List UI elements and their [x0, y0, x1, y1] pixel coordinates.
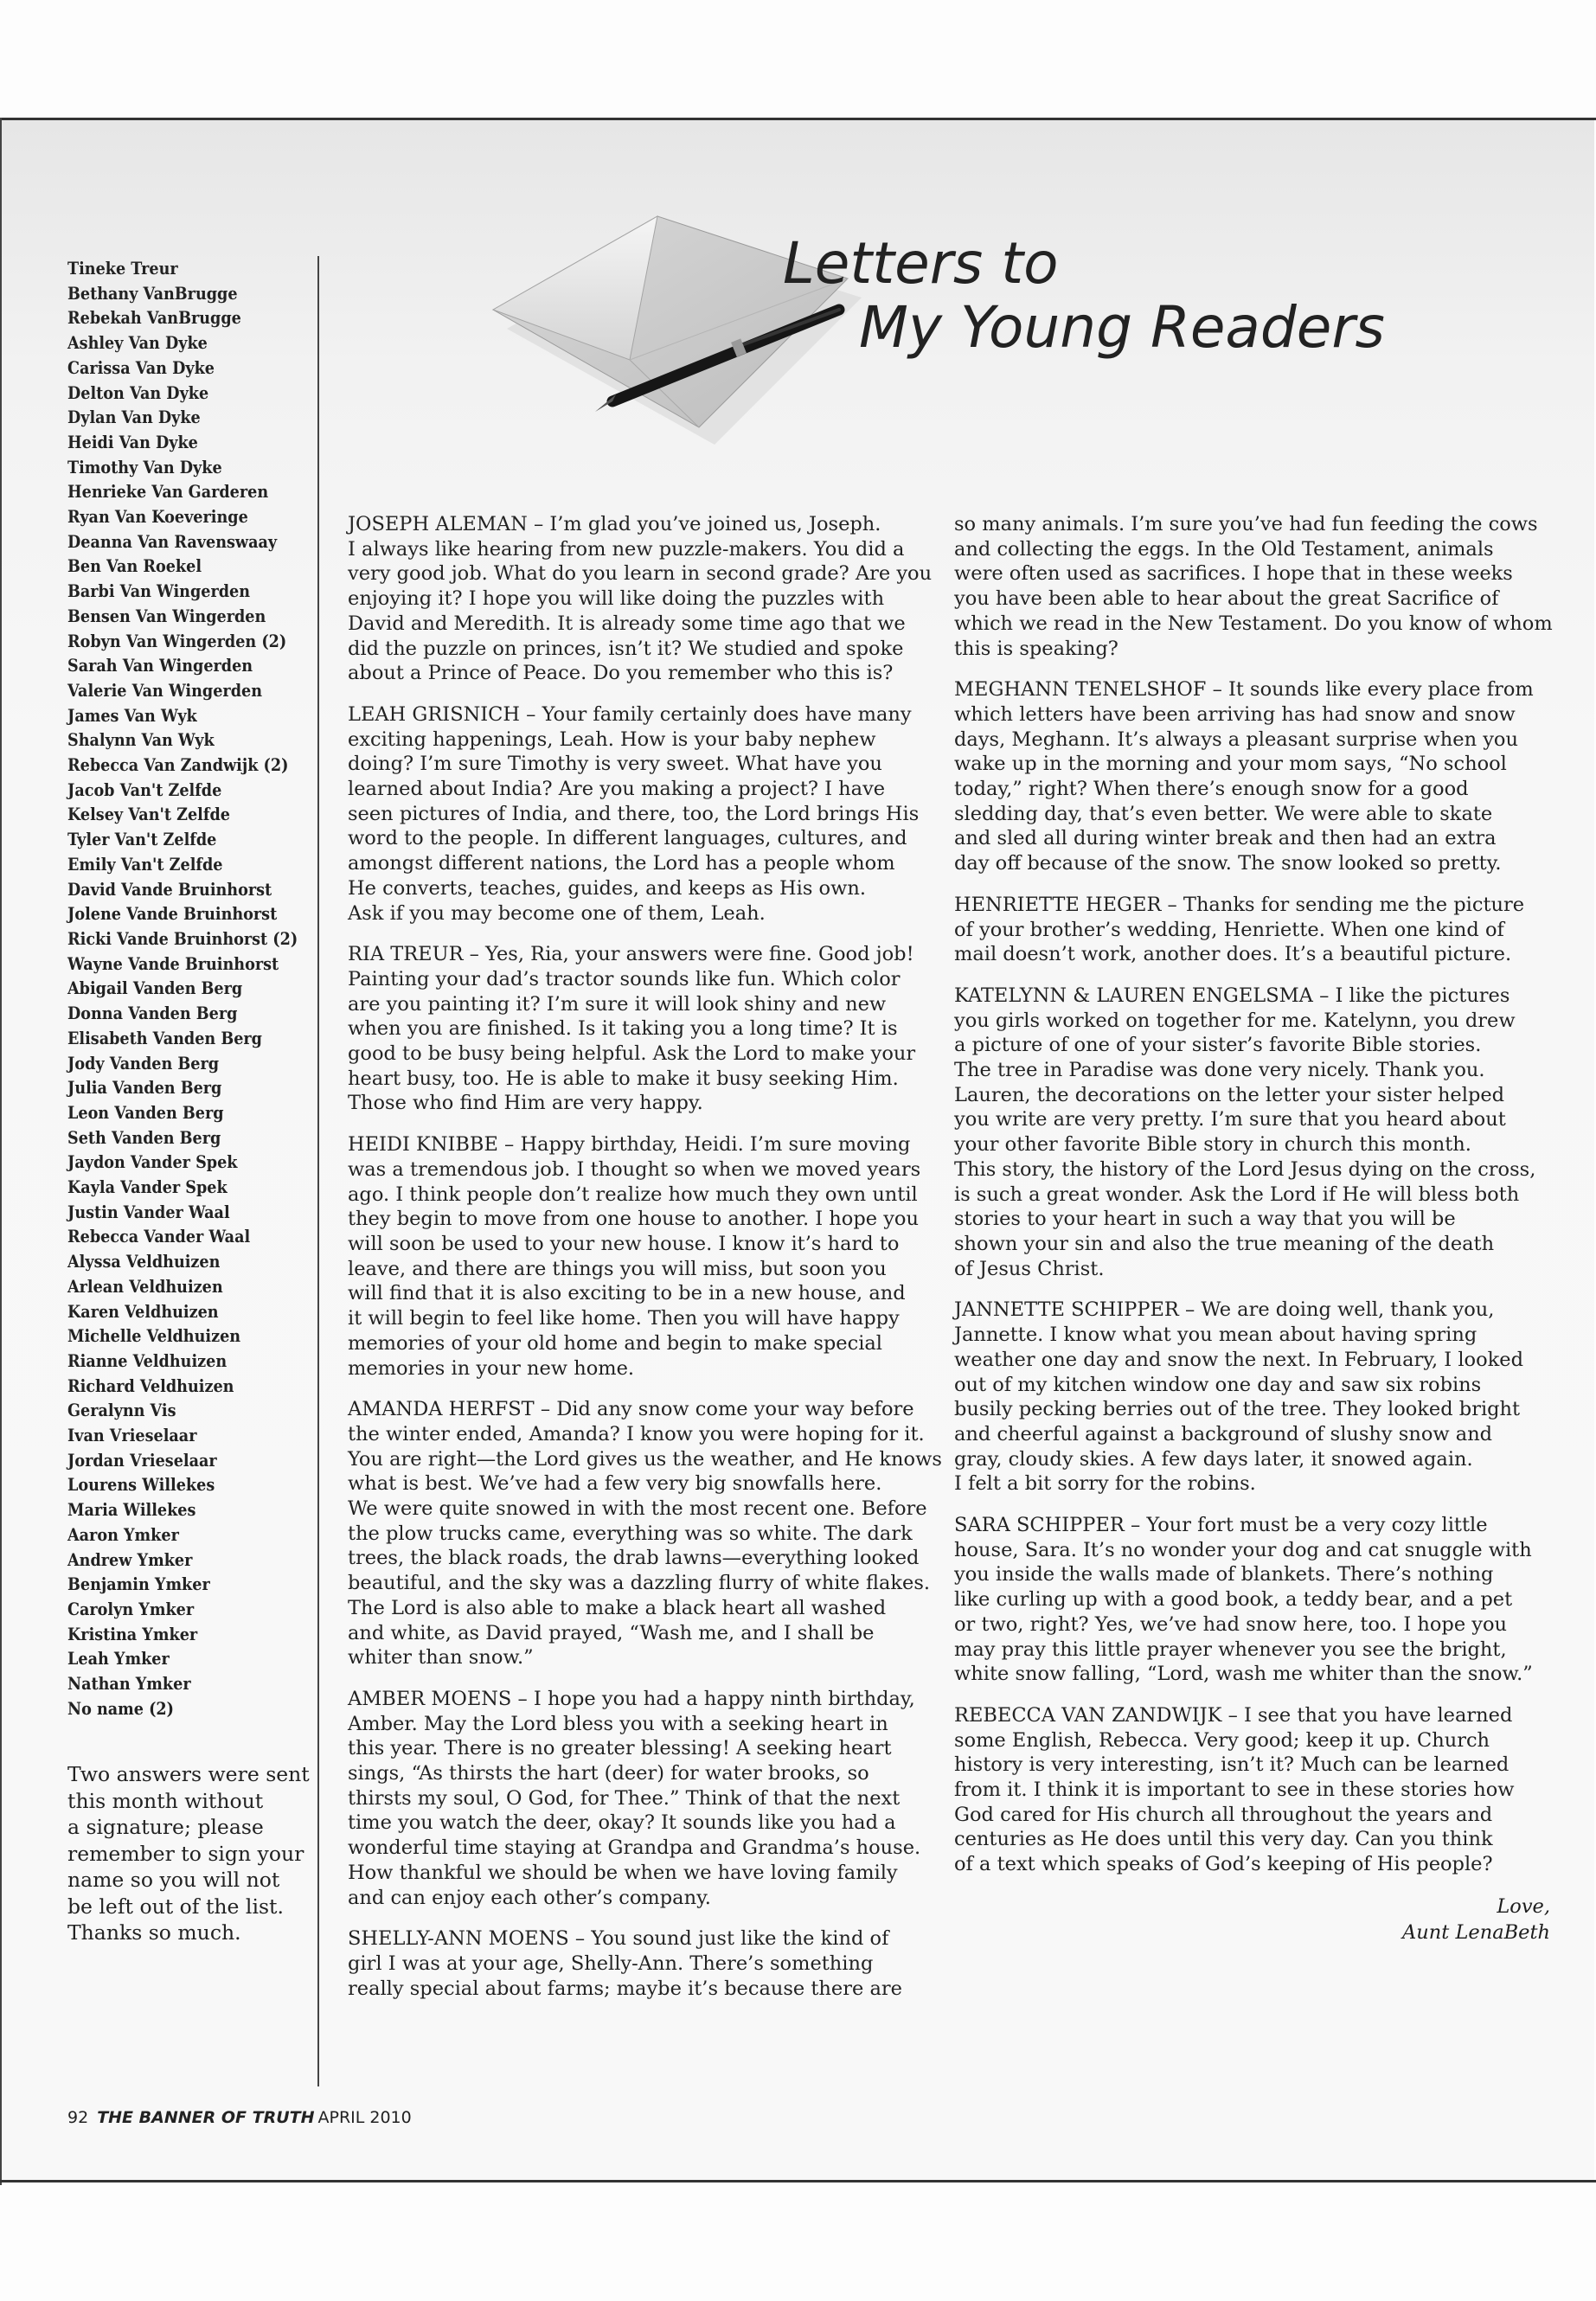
letter-reply — [348, 1687, 929, 1910]
letter-line: whiter than snow.” — [348, 1646, 534, 1670]
page-footer — [67, 2108, 412, 2127]
contributor-name: Ryan Van Koeveringe — [67, 506, 248, 528]
letter-line: did the puzzle on princes, isn’t it? We studied and spoke — [348, 637, 904, 660]
contributor-name: Timothy Van Dyke — [67, 456, 222, 478]
letter-line: the plow trucks came, everything was so white. The dark — [348, 1522, 913, 1545]
letter-line: memories of your old home and begin to make special — [348, 1331, 883, 1355]
contributor-name: Ashley Van Dyke — [67, 332, 208, 354]
envelope-flap — [493, 216, 657, 360]
letter-line: girl I was at your age, Shelly-Ann. There’s something — [348, 1952, 874, 1975]
letter-line: which we read in the New Testament. Do you know of whom — [954, 612, 1553, 635]
letter-line: stories to your heart in such a way that you will be — [954, 1208, 1456, 1231]
contributor-name: Rebecca Van Zandwijk (2) — [67, 754, 289, 776]
letter-line: white snow falling, “Lord, wash me whiter than the snow.” — [954, 1663, 1533, 1686]
letter-line: learned about India? Are you making a project? I have — [348, 778, 886, 801]
letter-reply — [954, 512, 1553, 661]
contributor-name: Carissa Van Dyke — [67, 356, 215, 378]
letter-line: Painting your dad’s tractor sounds like fun. Which color — [348, 967, 901, 990]
letter-line: amongst different nations, the Lord has a people whom — [348, 852, 895, 875]
letter-line: will soon be used to your new house. I know it’s hard to — [348, 1232, 900, 1255]
letter-line: busily pecking berries out of the tree. They looked bright — [954, 1398, 1521, 1421]
letter-line: ago. I think people don’t realize how much they own until — [348, 1183, 918, 1206]
page-number: 92 — [67, 2108, 89, 2127]
letter-line: thirsts my soul, O God, for Thee.” Think of that the next — [348, 1786, 901, 1810]
letter-line: SARA SCHIPPER – Your fort must be a very cozy little — [954, 1514, 1488, 1537]
letter-line: word to the people. In different languages, cultures, and — [348, 827, 907, 850]
letter-line: Amber. May the Lord bless you with a seeking heart in — [348, 1712, 888, 1735]
publication-name: THE BANNER OF TRUTH — [97, 2108, 315, 2127]
contributor-name: Leah Ymker — [67, 1648, 170, 1670]
letter-line: doing? I’m sure Timothy is very sweet. What have you — [348, 753, 882, 776]
letter-line: and sled all during winter break and then had an extra — [954, 827, 1497, 850]
letter-reply — [954, 1298, 1535, 1497]
letter-line: about a Prince of Peace. Do you remember who this is? — [348, 662, 894, 685]
contributor-names-list — [67, 256, 298, 1721]
letter-line: HENRIETTE HEGER – Thanks for sending me the picture — [954, 893, 1525, 916]
letter-line: of your brother’s wedding, Henriette. When one kind of — [954, 918, 1504, 941]
letter-line: wake up in the morning and your mom says, “No school — [954, 753, 1507, 776]
letter-reply — [954, 1513, 1535, 1687]
letter-line: and can enjoy each other’s company. — [348, 1886, 711, 1909]
unsigned-answers-note: Two answers were sent this month without a signature; please remember to sign your name so you will not be left out of the list. Thanks so much. — [67, 1762, 310, 1945]
letter-line: time you watch the deer, okay? It sounds like you had a — [348, 1811, 896, 1835]
letter-reply — [954, 893, 1535, 967]
letter-line: wonderful time staying at Grandpa and Grandma’s house. — [348, 1836, 921, 1860]
contributor-name: Maria Willekes — [67, 1499, 196, 1521]
contributor-name: Ivan Vrieselaar — [67, 1425, 197, 1446]
letter-line: it will begin to feel like home. Then you will have happy — [348, 1307, 900, 1330]
letter-line: enjoying it? I hope you will like doing the puzzles with — [348, 587, 885, 611]
sidebar-divider — [317, 256, 319, 2086]
letter-line: was a tremendous job. I thought so when we moved years — [348, 1157, 921, 1181]
letter-line: sledding day, that’s even better. We were able to skate — [954, 802, 1493, 825]
contributor-name: Leon Vanden Berg — [67, 1101, 224, 1123]
letter-line: AMANDA HERFST – Did any snow come your way before — [348, 1398, 914, 1421]
contributor-name: Benjamin Ymker — [67, 1574, 210, 1595]
letter-line: God cared for His church all throughout the years and — [954, 1803, 1493, 1826]
contributor-name: Lourens Willekes — [67, 1474, 215, 1496]
letter-line: day off because of the snow. The snow looked so pretty. — [954, 852, 1502, 875]
contributor-name: Tyler Van't Zelfde — [67, 829, 217, 850]
signature — [954, 1894, 1550, 1945]
letter-reply — [348, 1926, 929, 2001]
letter-line: exciting happenings, Leah. How is your baby nephew — [348, 727, 876, 751]
contributor-name: Bensen Van Wingerden — [67, 605, 266, 626]
contributor-name: Kayla Vander Spek — [67, 1176, 228, 1198]
letter-line: heart busy, too. He is able to make it busy seeking Him. — [348, 1067, 899, 1090]
letter-line: AMBER MOENS – I hope you had a happy ninth birthday, — [348, 1687, 915, 1710]
letter-line: leave, and there are things you will miss, but soon you — [348, 1257, 887, 1280]
letter-line: really special about farms; maybe it’s because there are — [348, 1977, 902, 2000]
contributor-name: Shalynn Van Wyk — [67, 729, 215, 751]
letter-reply — [954, 677, 1535, 876]
contributor-name: Ben Van Roekel — [67, 555, 202, 577]
letter-line: will find that it is also exciting to be in a new house, and — [348, 1282, 906, 1305]
contributor-name: Wayne Vande Bruinhorst — [67, 952, 279, 974]
letter-line: what is best. We’ve had a few very big snowfalls here. — [348, 1472, 882, 1496]
title-line-1: Letters to — [783, 230, 1059, 297]
letter-line: you write are very pretty. I’m sure that you heard about — [954, 1108, 1506, 1131]
contributor-name: Heidi Van Dyke — [67, 431, 198, 452]
letter-line: out of my kitchen window one day and saw six robins — [954, 1373, 1482, 1396]
letter-line: This story, the history of the Lord Jesus dying on the cross, — [954, 1157, 1536, 1181]
contributor-name: Elisabeth Vanden Berg — [67, 1027, 262, 1048]
contributor-name: Andrew Ymker — [67, 1548, 193, 1570]
letter-line: a picture of one of your sister’s favorite Bible stories. — [954, 1034, 1482, 1057]
letter-line: you girls worked on together for me. Katelynn, you drew — [954, 1009, 1516, 1032]
letter-reply — [954, 984, 1535, 1281]
letter-line: SHELLY-ANN MOENS – You sound just like the kind of — [348, 1927, 889, 1951]
letter-line: you inside the walls made of blankets. There’s nothing — [954, 1563, 1494, 1586]
letter-line: centuries as He does until this very day. Can you think — [954, 1828, 1493, 1851]
letter-line: very good job. What do you learn in second grade? Are you — [348, 562, 933, 586]
letter-line: KATELYNN & LAUREN ENGELSMA – I like the pictures — [954, 984, 1510, 1007]
letter-line: and cheerful against a background of slushy snow and — [954, 1422, 1493, 1445]
letter-line: history is very interesting, isn’t it? Much can be learned — [954, 1753, 1509, 1777]
letter-line: HEIDI KNIBBE – Happy birthday, Heidi. I’m sure moving — [348, 1133, 911, 1157]
contributor-name: Barbi Van Wingerden — [67, 580, 251, 602]
letter-line: of Jesus Christ. — [954, 1257, 1105, 1280]
letter-reply — [348, 1132, 929, 1381]
contributors-sidebar — [67, 256, 318, 1721]
contributor-name: Rebecca Vander Waal — [67, 1226, 251, 1247]
letter-line: your other favorite Bible story in church this month. — [954, 1133, 1471, 1157]
letter-line: you have been able to hear about the great Sacrifice of — [954, 587, 1499, 611]
letter-line: LEAH GRISNICH – Your family certainly does have many — [348, 702, 912, 726]
letter-line: good to be busy being helpful. Ask the Lord to make your — [348, 1042, 916, 1066]
letter-line: or two, right? Yes, we’ve had snow here, too. I hope you — [954, 1612, 1508, 1636]
letter-reply — [348, 512, 933, 686]
letter-line: We were quite snowed in with the most recent one. Before — [348, 1497, 927, 1521]
contributor-name: Sarah Van Wingerden — [67, 655, 253, 676]
contributor-name: Rianne Veldhuizen — [67, 1349, 228, 1371]
letter-line: He converts, teaches, guides, and keeps as His own. — [348, 876, 866, 900]
letter-line: How thankful we should be when we have loving family — [348, 1861, 898, 1884]
letter-line: some English, Rebecca. Very good; keep it up. Church — [954, 1728, 1490, 1752]
letter-line: The Lord is also able to make a black heart all washed — [348, 1596, 887, 1619]
letter-reply — [348, 702, 929, 926]
letter-line: David and Meredith. It is already some time ago that we — [348, 612, 906, 635]
contributor-name: Nathan Ymker — [67, 1673, 191, 1695]
contributor-name: Michelle Veldhuizen — [67, 1325, 241, 1347]
letter-line: the winter ended, Amanda? I know you were hoping for it. — [348, 1422, 925, 1445]
page-bottom-edge — [0, 2180, 1596, 2182]
contributor-name: Jaydon Vander Spek — [67, 1151, 238, 1173]
contributor-name: Abigail Vanden Berg — [67, 977, 243, 999]
contributor-name: Dylan Van Dyke — [67, 407, 201, 428]
contributor-name: Delton Van Dyke — [67, 381, 209, 403]
letter-line: beautiful, and the sky was a dazzling flurry of white flakes. — [348, 1572, 931, 1595]
letter-reply — [348, 1397, 942, 1670]
contributor-name: No name (2) — [67, 1697, 175, 1719]
letter-line: I felt a bit sorry for the robins. — [954, 1472, 1256, 1496]
letter-line: seen pictures of India, and there, too, the Lord brings His — [348, 802, 920, 825]
contributor-name: Robyn Van Wingerden (2) — [67, 630, 287, 651]
contributor-name: Deanna Van Ravenswaay — [67, 530, 278, 552]
letter-reply — [954, 1703, 1535, 1877]
letter-line: they begin to move from one house to another. I hope you — [348, 1208, 919, 1231]
signature-name: Aunt LenaBeth — [1402, 1920, 1550, 1944]
page-title — [783, 230, 1385, 361]
letter-line: REBECCA VAN ZANDWIJK – I see that you have learned — [954, 1703, 1513, 1727]
contributor-name: Bethany VanBrugge — [67, 282, 238, 304]
contributor-name: Alyssa Veldhuizen — [67, 1251, 221, 1272]
letter-line: JOSEPH ALEMAN – I’m glad you’ve joined us, Joseph. — [348, 513, 881, 535]
letter-line: Ask if you may become one of them, Leah. — [348, 901, 766, 925]
letter-line: days, Meghann. It’s always a pleasant surprise when you — [954, 727, 1518, 751]
contributor-name: Richard Veldhuizen — [67, 1375, 234, 1396]
letter-line: You are right—the Lord gives us the weather, and He knows — [348, 1447, 942, 1471]
letter-line: are you painting it? I’m sure it will look shiny and new — [348, 992, 887, 1016]
contributor-name: Karen Veldhuizen — [67, 1300, 219, 1322]
signature-closing: Love, — [1497, 1894, 1550, 1918]
letter-line: so many animals. I’m sure you’ve had fun feeding the cows — [954, 513, 1538, 535]
issue-date: APRIL 2010 — [317, 2108, 412, 2127]
letter-line: RIA TREUR – Yes, Ria, your answers were fine. Good job! — [348, 943, 914, 966]
contributor-name: Emily Van't Zelfde — [67, 853, 223, 875]
contributor-name: Henrieke Van Garderen — [67, 481, 269, 503]
contributor-name: Geralynn Vis — [67, 1400, 176, 1421]
contributor-name: David Vande Bruinhorst — [67, 878, 272, 900]
letter-line: gray, cloudy skies. A few days later, it snowed again. — [954, 1447, 1473, 1471]
letter-line: which letters have been arriving has had snow and snow — [954, 702, 1516, 726]
letters-column-2-body — [954, 512, 1553, 1877]
letter-line: shown your sin and also the true meaning of the death — [954, 1232, 1495, 1255]
letter-line: house, Sara. It’s no wonder your dog and cat snuggle with — [954, 1538, 1532, 1561]
contributor-name: Jolene Vande Bruinhorst — [67, 903, 278, 925]
letter-line: Jannette. I know what you mean about having spring — [954, 1324, 1477, 1347]
letter-line: and white, as David prayed, “Wash me, and I shall be — [348, 1621, 875, 1644]
letter-line: I always like hearing from new puzzle-makers. You did a — [348, 537, 905, 561]
contributor-name: Kelsey Van't Zelfde — [67, 804, 230, 825]
letter-line: JANNETTE SCHIPPER – We are doing well, thank you, — [954, 1298, 1495, 1322]
letter-line: when you are finished. Is it taking you a long time? It is — [348, 1017, 898, 1041]
letter-line: and collecting the eggs. In the Old Testament, animals — [954, 537, 1494, 561]
letters-column-2 — [954, 512, 1553, 1945]
contributor-name: Julia Vanden Berg — [67, 1077, 222, 1099]
letters-column-1 — [348, 512, 942, 2017]
letter-line: weather one day and snow the next. In February, I looked — [954, 1348, 1523, 1371]
letter-line: The tree in Paradise was done very nicely. Thank you. — [954, 1059, 1485, 1082]
contributor-name: Ricki Vande Bruinhorst (2) — [67, 927, 298, 949]
letter-line: this year. There is no greater blessing! A seeking heart — [348, 1737, 892, 1760]
letter-line: MEGHANN TENELSHOF – It sounds like every place from — [954, 678, 1534, 702]
contributor-name: Kristina Ymker — [67, 1623, 198, 1644]
contributor-name: Jordan Vrieselaar — [67, 1449, 217, 1471]
contributor-name: Valerie Van Wingerden — [67, 679, 263, 701]
contributor-name: Aaron Ymker — [67, 1523, 179, 1545]
contributor-name: Justin Vander Waal — [67, 1201, 230, 1222]
title-line-2: My Young Readers — [859, 294, 1385, 361]
letter-line: sings, “As thirsts the hart (deer) for water brooks, so — [348, 1762, 869, 1785]
contributor-name: Rebekah VanBrugge — [67, 307, 241, 329]
contributor-name: Arlean Veldhuizen — [67, 1275, 223, 1297]
contributor-name: Jacob Van't Zelfde — [67, 779, 222, 800]
letter-line: this is speaking? — [954, 637, 1118, 660]
contributor-name: Jody Vanden Berg — [67, 1052, 220, 1074]
letter-line: like curling up with a good book, a teddy bear, and a pet — [954, 1588, 1513, 1612]
contributor-name: Tineke Treur — [67, 258, 178, 279]
letter-line: today,” right? When there’s enough snow for a good — [954, 778, 1469, 801]
letter-line: mail doesn’t work, another does. It’s a beautiful picture. — [954, 943, 1512, 966]
letter-line: memories in your new home. — [348, 1356, 635, 1380]
contributor-name: James Van Wyk — [67, 704, 197, 726]
letter-line: of a text which speaks of God’s keeping of His people? — [954, 1853, 1493, 1876]
letter-line: Lauren, the decorations on the letter your sister helped — [954, 1083, 1505, 1106]
letter-line: trees, the black roads, the drab lawns—everything looked — [348, 1547, 920, 1570]
letter-line: Those who find Him are very happy. — [348, 1092, 703, 1115]
letter-line: were often used as sacrifices. I hope that in these weeks — [954, 562, 1513, 586]
contributor-name: Carolyn Ymker — [67, 1598, 195, 1619]
contributor-name: Seth Vanden Berg — [67, 1126, 221, 1148]
letter-line: from it. I think it is important to see in these stories how — [954, 1779, 1515, 1802]
letter-line: may pray this little prayer whenever you see the bright, — [954, 1638, 1507, 1661]
letter-reply — [348, 942, 929, 1116]
contributor-name: Donna Vanden Berg — [67, 1003, 238, 1024]
letter-line: is such a great wonder. Ask the Lord if He will bless both — [954, 1183, 1520, 1206]
